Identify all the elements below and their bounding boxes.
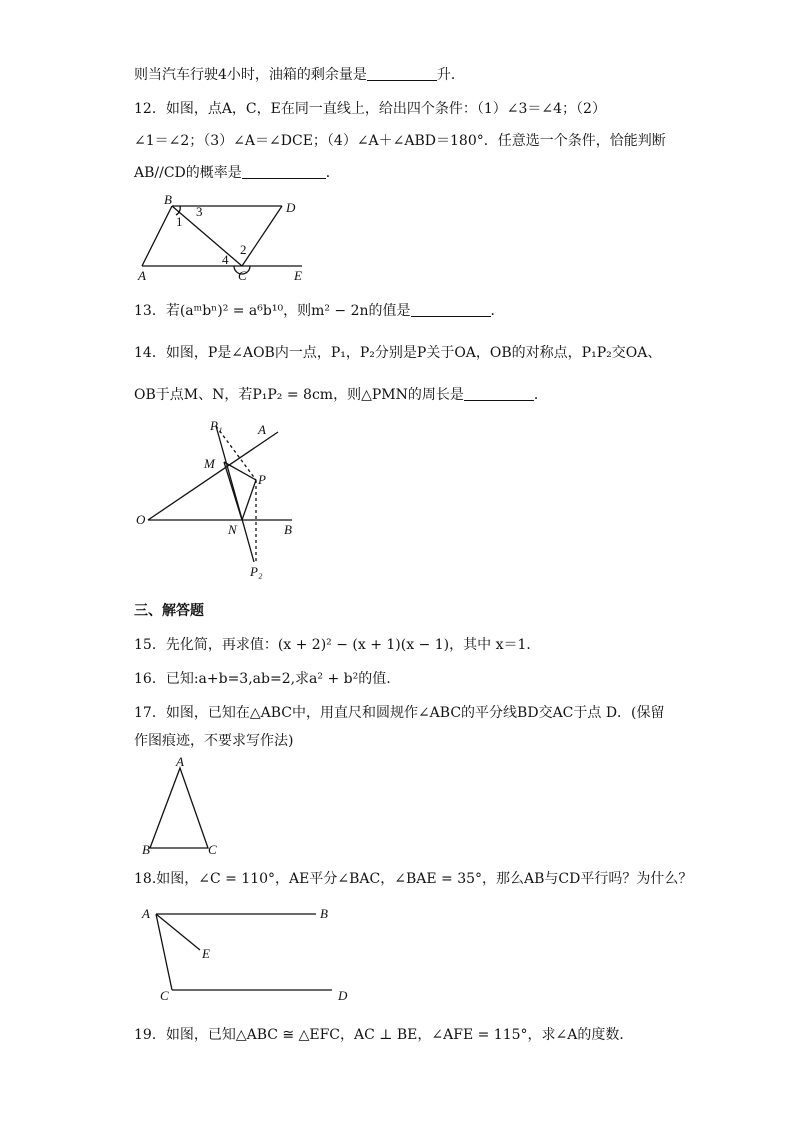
q12-label-d: D <box>286 200 296 215</box>
q14-line-1: 14．如图，P是∠AOB内一点，P₁，P₂分别是P关于OA，OB的对称点，P₁P₂交OA、 <box>134 345 662 361</box>
q16-line: 16．已知:a+b=3,ab=2,求a² + b²的值. <box>134 671 391 687</box>
q17-label-c: C <box>208 842 217 857</box>
q18-line: 18.如图，∠C = 110°，AE平分∠BAC，∠BAE = 35°，那么AB与CD平行吗？为什么？ <box>134 871 693 887</box>
q12-answer-blank[interactable] <box>242 164 326 179</box>
q13-tail: ． <box>490 303 505 319</box>
q12-line-3-text: AB//CD的概率是 <box>134 165 242 181</box>
q11-line <box>134 66 465 84</box>
q12-tail: ． <box>325 165 340 181</box>
q12-figure <box>130 190 320 290</box>
q11-answer-blank[interactable] <box>367 66 437 81</box>
q14-segment-p1p2 <box>216 426 254 562</box>
q19-line: 19．如图，已知△ABC ≅ △EFC，AC ⊥ BE，∠AFE = 115°，求∠A的度数． <box>134 1027 634 1043</box>
q14-label-o: O <box>136 512 146 527</box>
q14-figure <box>134 418 304 584</box>
q14-label-p: P <box>258 472 266 487</box>
q18-label-b: B <box>320 906 328 921</box>
q18-figure <box>140 900 360 1006</box>
q15-line: 15．先化简，再求值：(x + 2)² − (x + 1)(x − 1)，其中 x＝1． <box>134 637 541 653</box>
q13-answer-blank[interactable] <box>411 302 491 317</box>
q14-line-2-text: OB于点M、N，若P₁P₂ = 8cm，则△PMN的周长是 <box>134 387 464 403</box>
q14-tail: ． <box>533 387 548 403</box>
q12-label-2: 2 <box>240 242 247 257</box>
q14-segment-pn <box>242 480 256 520</box>
q12-line-bc <box>172 206 242 266</box>
q18-label-a: A <box>142 906 150 921</box>
q17-label-b: B <box>142 842 150 857</box>
q17-line-1: 17．如图，已知在△ABC中，用直尺和圆规作∠ABC的平分线BD交AC于点 D．(保留 <box>134 705 665 721</box>
q12-line-3 <box>134 164 340 182</box>
q12-line-1: 12．如图，点A，C，E在同一直线上，给出四个条件：（1）∠3＝∠4；（2） <box>134 101 606 117</box>
q14-line-2 <box>134 386 548 404</box>
q17-line-2: 作图痕迹，不要求写作法) <box>134 733 294 749</box>
q14-label-m: M <box>204 456 215 471</box>
q12-label-e: E <box>294 268 302 283</box>
q13-text: 13．若(aᵐbⁿ)² = a⁶b¹⁰，则m² − 2n的值是 <box>134 303 411 319</box>
section-3-title: 三、解答题 <box>134 603 204 619</box>
q11-tail: 升． <box>436 67 465 83</box>
q14-label-n: N <box>228 522 237 537</box>
q18-label-e: E <box>202 946 210 961</box>
q12-label-c: C <box>238 268 247 283</box>
q18-label-d: D <box>338 988 348 1003</box>
q14-label-b: B <box>284 522 292 537</box>
q14-label-p2: P₂ <box>250 564 263 579</box>
q17-figure <box>140 756 220 856</box>
q12-label-1: 1 <box>176 214 183 229</box>
q17-triangle <box>150 768 208 848</box>
q12-label-4: 4 <box>222 252 229 267</box>
q18-label-c: C <box>160 988 169 1003</box>
q11-text: 则当汽车行驶4小时，油箱的剩余量是 <box>134 67 367 83</box>
q12-label-b: B <box>164 192 172 207</box>
q12-line-2: ∠1＝∠2；（3）∠A＝∠DCE；（4）∠A＋∠ABD＝180°．任意选一个条件，恰能判断 <box>134 133 666 149</box>
q17-label-a: A <box>176 754 184 769</box>
q12-label-a: A <box>138 268 146 283</box>
q14-label-a: A <box>258 422 266 437</box>
q12-line-ab <box>142 206 172 266</box>
q14-label-p1: P₁ <box>210 418 223 433</box>
q12-line-dc <box>242 206 282 266</box>
q13-line <box>134 302 505 320</box>
q14-answer-blank[interactable] <box>464 386 534 401</box>
q14-dash-pp1 <box>216 426 256 480</box>
q12-label-3: 3 <box>196 204 203 219</box>
